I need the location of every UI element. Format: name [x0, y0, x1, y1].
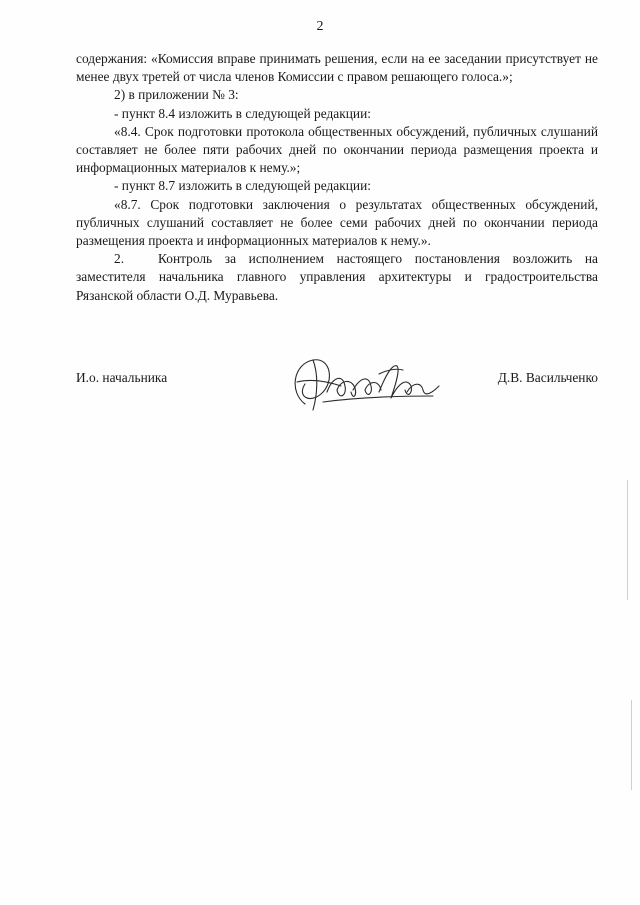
scan-edge-mark: [627, 480, 628, 600]
signature-block: [76, 370, 598, 430]
document-body: [76, 50, 598, 305]
scan-edge-mark: [631, 700, 632, 790]
paragraph-number: 2.: [114, 251, 125, 267]
paragraph-point-8-4-intro: - пункт 8.4 изложить в следующей редакции:: [114, 105, 371, 121]
page-number: 2: [316, 19, 324, 34]
handwritten-signature: [283, 352, 453, 414]
signatory-name: Д.В. Васильченко: [497, 370, 598, 385]
paragraph-point-8-4-text: «8.4. Срок подготовки протокола общественных обсуждений, публичных слушаний составляет не более пяти рабочих дней по окончании периода размещения проекта и информационных материалов к нему.»;: [76, 123, 598, 176]
paragraph-control-text: Контроль за исполнением настоящего постановления возложить на заместителя начальника главного управления архитектуры и градостроительства Рязанской области О.Д. Муравьева.: [76, 251, 598, 303]
paragraph-point-8-7-intro: - пункт 8.7 изложить в следующей редакции:: [114, 178, 371, 194]
paragraph-appendix-3: 2) в приложении № 3:: [114, 87, 239, 103]
paragraph-point-8-7-text: «8.7. Срок подготовки заключения о результатах общественных обсуждений, публичных слушаний составляет не более семи рабочих дней по окончании периода размещения проекта и информационных материалов к нему.».: [76, 196, 598, 249]
paragraph-control: [76, 250, 598, 305]
paragraph-continuation: содержания: «Комиссия вправе принимать решения, если на ее заседании присутствует не менее двух третей от числа членов Комиссии с правом решающего голоса.»;: [76, 51, 598, 85]
signatory-position: И.о. начальника: [76, 370, 168, 385]
